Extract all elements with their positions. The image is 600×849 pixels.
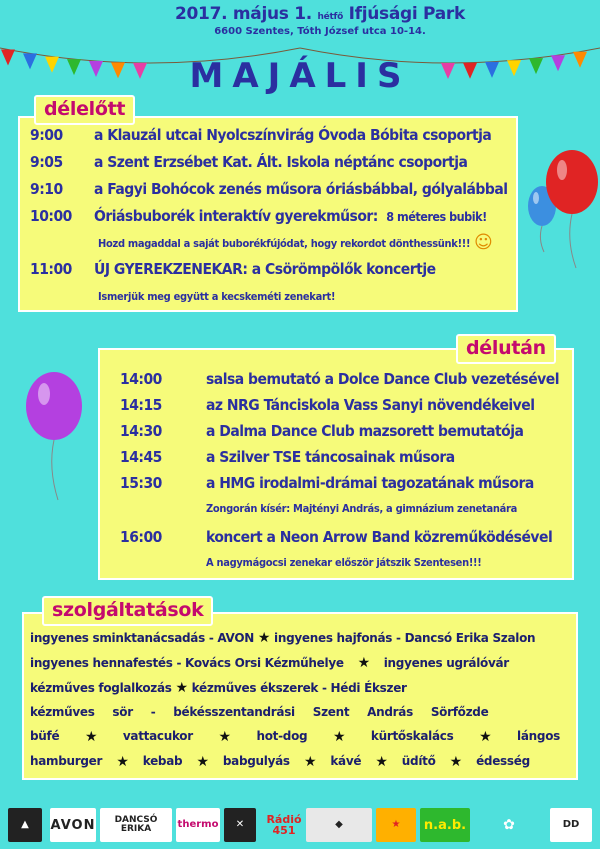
star-icon: ★ <box>116 754 129 770</box>
service-line: kézműves sör - békésszentandrási Szent András Sörfőzde <box>30 705 489 719</box>
schedule-row: 9:00 a Klauzál utcai Nyolcszínvirág Óvoda Bóbita csoportja <box>30 126 492 144</box>
bunting-flag <box>507 60 521 76</box>
afternoon-panel <box>98 348 574 580</box>
event-date-venue: 2017. május 1. hétfő Ifjúsági Park <box>174 4 466 24</box>
schedule-note: Zongorán kísér: Majtényi András, a gimnázium zenetanára <box>206 502 517 515</box>
star-icon: ★ <box>218 729 231 745</box>
bunting-flag <box>45 57 59 73</box>
schedule-row: 14:00 salsa bemutató a Dolce Dance Club vezetésével <box>120 370 560 388</box>
service-line: büfé ★ vattacukor ★ hot-dog ★ kürtőskalács ★ lángos <box>30 729 560 745</box>
bunting-flag <box>529 58 543 74</box>
schedule-note: A nagymágocsi zenekar először játszik Szentesen!!! <box>206 556 482 569</box>
star-icon: ★ <box>257 630 271 646</box>
schedule-row: 10:00 Óriásbuborék interaktív gyerekműsor: 8 méteres bubik! <box>30 207 487 225</box>
sponsor-logo-icon: ◆ <box>306 808 372 842</box>
star-icon: ★ <box>375 754 388 770</box>
bunting-flag <box>485 62 499 78</box>
bunting-flag <box>89 61 103 77</box>
event-address: 6600 Szentes, Tóth József utca 10-14. <box>214 26 426 37</box>
page-title: MAJÁLIS <box>189 56 411 96</box>
sponsor-logo: DANCSÓ ERIKA <box>100 808 172 842</box>
bunting-flag <box>23 53 37 69</box>
bunting-flag <box>573 52 587 68</box>
sponsor-logo-icon: DD <box>550 808 592 842</box>
star-icon: ★ <box>303 754 317 770</box>
schedule-row: 14:15 az NRG Tánciskola Vass Sanyi növendékeivel <box>120 396 535 414</box>
bunting-flag <box>463 63 477 79</box>
star-icon: ★ <box>449 754 462 770</box>
sponsor-logo-icon: ★ <box>376 808 416 842</box>
bunting-flag <box>67 59 81 75</box>
service-line: hamburger ★ kebab ★ babgulyás ★ kávé ★ üdítő ★ édesség <box>30 754 530 770</box>
sponsor-logo: thermo <box>176 808 220 842</box>
morning-panel <box>18 116 518 312</box>
bunting-flag <box>551 55 565 71</box>
section-label-morning: délelőtt <box>34 95 135 125</box>
service-line: ingyenes sminktanácsadás - AVON ★ ingyenes hajfonás - Dancsó Erika Szalon <box>30 630 536 646</box>
service-line: ingyenes hennafestés - Kovács Orsi Kézműhelye ★ ingyenes ugrálóvár <box>30 655 509 671</box>
schedule-row: 9:05 a Szent Erzsébet Kat. Ált. Iskola néptánc csoportja <box>30 153 468 171</box>
star-icon: ★ <box>196 754 209 770</box>
star-icon: ★ <box>479 729 492 745</box>
red-balloon-icon <box>536 150 600 270</box>
schedule-row: 16:00 koncert a Neon Arrow Band közreműködésével <box>120 528 553 546</box>
section-label-afternoon: délután <box>456 334 556 364</box>
bunting-flag <box>111 62 125 78</box>
service-line: kézműves foglalkozás ★ kézműves ékszerek - Hédi Ékszer <box>30 680 407 696</box>
schedule-row: 9:10 a Fagyi Bohócok zenés műsora óriásbábbal, gólyalábbal <box>30 180 508 198</box>
bunting-flag <box>133 63 147 79</box>
sponsor-logo: Rádió 451 <box>266 808 302 842</box>
bunting-flag <box>1 50 15 66</box>
sponsor-logo-icon: ✕ <box>224 808 256 842</box>
star-icon: ★ <box>84 729 98 745</box>
schedule-note: Ismerjük meg együtt a kecskeméti zenekart! <box>98 290 336 303</box>
schedule-note: Hozd magaddal a saját buborékfújódat, hogy rekordot dönthessünk!!! <box>98 237 471 250</box>
sponsor-strip <box>0 800 600 849</box>
schedule-row: 14:45 a Szilver TSE táncosainak műsora <box>120 448 455 466</box>
sponsor-logo: AVON <box>50 808 96 842</box>
schedule-row: 14:30 a Dalma Dance Club mazsorett bemutatója <box>120 422 524 440</box>
purple-balloon-icon <box>18 372 88 502</box>
star-icon: ★ <box>332 729 346 745</box>
star-icon: ★ <box>175 680 188 696</box>
services-panel <box>22 612 578 780</box>
sponsor-logo-icon: ▲ <box>8 808 42 842</box>
schedule-row: 11:00 ÚJ GYEREKZENEKAR: a Csörömpölők koncertje <box>30 260 436 278</box>
schedule-row: 15:30 a HMG irodalmi-drámai tagozatának műsora <box>120 474 534 492</box>
sponsor-logo-icon: ✿ <box>476 808 542 842</box>
sponsor-logo: n.a.b. <box>420 808 470 842</box>
section-label-services: szolgáltatások <box>42 596 213 626</box>
smiley-icon: ☺ <box>474 232 493 253</box>
star-icon: ★ <box>357 655 370 671</box>
